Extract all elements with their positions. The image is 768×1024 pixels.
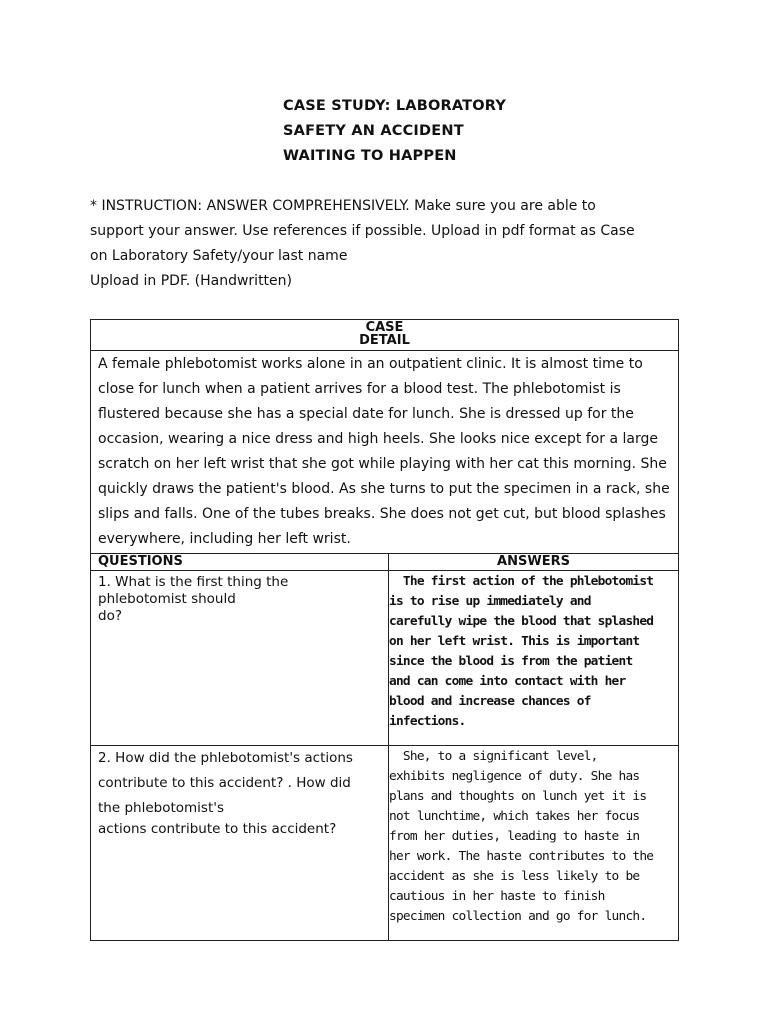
title-line-1: CASE STUDY: LABORATORY (283, 98, 507, 114)
answers-header: ANSWERS (389, 554, 679, 571)
instruction-line-4: Upload in PDF. (Handwritten) (90, 273, 292, 289)
title-line-3: WAITING TO HAPPEN (283, 148, 457, 164)
answer-1-line: since the blood is from the patient (389, 654, 633, 669)
answer-1-line: blood and increase chances of (389, 694, 591, 709)
question-2-line-1: 2. How did the phlebotomist's actions (98, 750, 353, 766)
answer-2 (389, 746, 679, 941)
instruction-line-1: * INSTRUCTION: ANSWER COMPREHENSIVELY. Make sure you are able to (90, 198, 596, 214)
case-detail-text: A female phlebotomist works alone in an outpatient clinic. It is almost time to close for lunch when a patient arrives for a blood test. The phlebotomist is flustered because she has a special date for lunch. She is dressed up for the occasion, wearing a nice dress and high heels. She looks nice except for a large scratch on her left wrist that she got while playing with her cat this morning. She quickly draws the patient's blood. As she turns to put the specimen in a rack, she slips and falls. One of the tubes breaks. She does not get cut, but blood splashes everywhere, including her left wrist. (91, 351, 679, 554)
answer-1-line: and can come into contact with her (389, 674, 626, 689)
answer-2-line: exhibits negligence of duty. She has (389, 769, 640, 784)
case-study-title (283, 94, 506, 169)
answer-1-line: carefully wipe the blood that splashed (389, 614, 654, 629)
question-row-1 (91, 571, 679, 746)
answer-2-line: plans and thoughts on lunch yet it is (389, 789, 647, 804)
answer-1-line: is to rise up immediately and (389, 594, 591, 609)
answer-2-line: She, to a significant level, (389, 749, 598, 764)
question-2-line-3: the phlebotomist's (98, 800, 224, 816)
answer-1-line: infections. (389, 714, 466, 729)
case-header-row (91, 320, 679, 351)
title-line-2: SAFETY AN ACCIDENT (283, 123, 464, 139)
case-header-line-2: DETAIL (359, 333, 410, 348)
case-table (90, 319, 679, 941)
case-detail-row (91, 351, 679, 554)
question-2 (91, 746, 389, 941)
questions-header: QUESTIONS (91, 554, 389, 571)
answer-2-line: accident as she is less likely to be (389, 869, 640, 884)
question-1-line-3: do? (98, 608, 122, 624)
question-1-line-2: phlebotomist should (98, 591, 236, 607)
question-2-line-2: contribute to this accident? . How did (98, 775, 351, 791)
answer-2-line: from her duties, leading to haste in (389, 829, 640, 844)
answer-2-line: her work. The haste contributes to the (389, 849, 654, 864)
question-row-2 (91, 746, 679, 941)
answer-2-line: not lunchtime, which takes her focus (389, 809, 640, 824)
answer-1-line: on her left wrist. This is important (389, 634, 640, 649)
column-header-row (91, 554, 679, 571)
answer-1-line: The first action of the phlebotomist (389, 574, 654, 589)
question-1 (91, 571, 389, 746)
question-1-line-1: 1. What is the first thing the (98, 574, 289, 590)
instruction-line-3: on Laboratory Safety/your last name (90, 248, 348, 264)
case-detail-header (91, 320, 679, 351)
case-header-line-1: CASE (365, 320, 404, 335)
instruction-block (90, 194, 660, 294)
answer-1 (389, 571, 679, 746)
instruction-line-2: support your answer. Use references if possible. Upload in pdf format as Case (90, 223, 635, 239)
answer-2-line: specimen collection and go for lunch. (389, 909, 647, 924)
answer-2-line: cautious in her haste to finish (389, 889, 605, 904)
question-2-line-4: actions contribute to this accident? (98, 821, 337, 837)
